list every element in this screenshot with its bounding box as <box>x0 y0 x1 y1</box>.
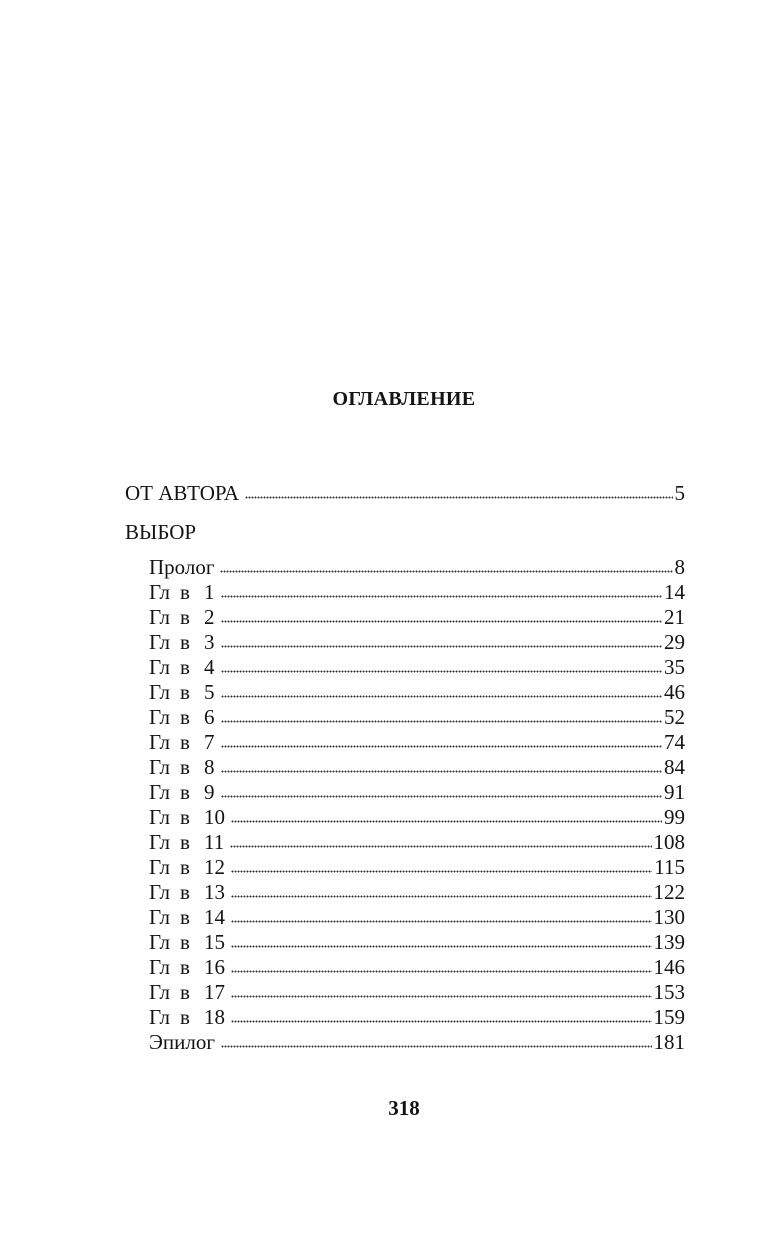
toc-entry-label <box>149 630 215 655</box>
dot-leader <box>221 642 663 648</box>
chapter-word-part: в <box>180 905 190 929</box>
dot-leader <box>221 667 663 673</box>
toc-entry-label <box>149 905 225 930</box>
chapter-word-part: Гл <box>149 580 171 604</box>
toc-entry-chapter[interactable] <box>149 680 685 705</box>
toc-entry-label <box>149 805 225 830</box>
chapter-word-part: Гл <box>149 930 171 954</box>
chapter-number: 13 <box>204 880 225 904</box>
toc-entry-page: 84 <box>664 755 685 779</box>
chapter-word-part: в <box>180 830 190 854</box>
chapter-number: 1 <box>204 580 215 604</box>
dot-leader <box>231 967 652 973</box>
chapter-number: 12 <box>204 855 225 879</box>
chapter-number: 7 <box>204 730 215 754</box>
chapter-word-part: в <box>180 580 190 604</box>
chapter-word-part: в <box>180 855 190 879</box>
chapter-number: 16 <box>204 955 225 979</box>
toc-entry-page: 146 <box>653 955 685 979</box>
chapter-word-part: в <box>180 1005 190 1029</box>
toc-entry-label <box>149 830 224 855</box>
toc-entry-chapter[interactable] <box>149 905 685 930</box>
chapter-word-part: Гл <box>149 880 171 904</box>
toc-entry-label <box>149 980 225 1005</box>
chapter-word-part: в <box>180 780 190 804</box>
toc-entry-page: 130 <box>653 905 685 929</box>
toc-entry-chapter[interactable] <box>149 705 685 730</box>
toc-entry-chapter[interactable] <box>149 955 685 980</box>
toc-entry-chapter[interactable] <box>149 930 685 955</box>
toc-entry-page: 8 <box>674 555 685 579</box>
chapter-word-part: Гл <box>149 830 171 854</box>
dot-leader <box>221 617 663 623</box>
dot-leader <box>231 942 652 948</box>
chapter-word-part: в <box>180 755 190 779</box>
chapter-word-part: Гл <box>149 805 171 829</box>
chapter-number: 15 <box>204 930 225 954</box>
toc-entry-page: 139 <box>653 930 685 954</box>
toc-entry-chapter[interactable] <box>149 755 685 780</box>
toc-entry-page: 115 <box>654 855 685 879</box>
chapter-number: 4 <box>204 655 215 679</box>
toc-entry-label <box>149 705 215 730</box>
chapter-number: 8 <box>204 755 215 779</box>
toc-entry-page: 29 <box>664 630 685 654</box>
chapter-word-part: в <box>180 805 190 829</box>
chapter-word-part: Гл <box>149 1005 171 1029</box>
toc-entry-page: 74 <box>664 730 685 754</box>
toc-entry-page: 14 <box>664 580 685 604</box>
section-heading: ВЫБОР <box>125 520 197 544</box>
toc-entry-chapter[interactable] <box>149 630 685 655</box>
dot-leader <box>231 917 652 923</box>
toc-entry-page: 122 <box>653 880 685 904</box>
toc-entry-chapter[interactable] <box>149 780 685 805</box>
chapter-number: 11 <box>204 830 225 854</box>
chapter-word-part: в <box>180 655 190 679</box>
toc-entry-prologue[interactable] <box>149 555 685 580</box>
chapter-number: 17 <box>204 980 225 1004</box>
toc-entry-label <box>149 780 215 805</box>
toc-entry-chapter[interactable] <box>149 605 685 630</box>
dot-leader <box>221 792 663 798</box>
chapter-number: 9 <box>204 780 215 804</box>
toc-entry-chapter[interactable] <box>149 580 685 605</box>
chapter-number: 2 <box>204 605 215 629</box>
chapter-number: 6 <box>204 705 215 729</box>
toc-title: ОГЛАВЛЕНИЕ <box>332 388 476 410</box>
chapter-word-part: Гл <box>149 755 171 779</box>
chapter-number: 14 <box>204 905 225 929</box>
toc-entry-page: 108 <box>653 830 685 854</box>
chapter-word-part: в <box>180 730 190 754</box>
toc-entry-label <box>149 655 215 680</box>
dot-leader <box>230 842 651 848</box>
chapter-word-part: в <box>180 630 190 654</box>
chapter-word-part: Гл <box>149 605 171 629</box>
toc-entry-label <box>149 1005 225 1030</box>
chapter-word-part: Гл <box>149 780 171 804</box>
dot-leader <box>231 867 652 873</box>
toc-entry-chapter[interactable] <box>149 880 685 905</box>
toc-entry-chapter[interactable] <box>149 1005 685 1030</box>
dot-leader <box>245 493 672 499</box>
toc-entry-label <box>149 680 215 705</box>
toc-entry-label <box>149 930 225 955</box>
dot-leader <box>221 1042 652 1048</box>
toc-entry-epilogue[interactable] <box>149 1030 685 1055</box>
dot-leader <box>221 742 663 748</box>
toc-entry-label <box>149 955 225 980</box>
chapter-word-part: Гл <box>149 855 171 879</box>
chapter-word-part: Гл <box>149 705 171 729</box>
toc-entry-page: 46 <box>664 680 685 704</box>
chapter-word-part: в <box>180 880 190 904</box>
toc-entry-label <box>149 855 225 880</box>
toc-entry-page: 21 <box>664 605 685 629</box>
toc-entry-page: 35 <box>664 655 685 679</box>
toc-entry-label <box>149 755 215 780</box>
chapter-number: 5 <box>204 680 215 704</box>
toc-entry-page: 52 <box>664 705 685 729</box>
chapter-word-part: в <box>180 980 190 1004</box>
chapter-word-part: в <box>180 705 190 729</box>
toc-entry-label <box>149 730 215 755</box>
chapter-word-part: Гл <box>149 730 171 754</box>
toc-entry-label: Эпилог <box>149 1030 215 1054</box>
dot-leader <box>231 1017 652 1023</box>
toc-entry-chapter[interactable] <box>149 805 685 830</box>
chapter-word-part: Гл <box>149 905 171 929</box>
dot-leader <box>221 692 663 698</box>
toc-entry-page: 181 <box>653 1030 685 1054</box>
chapter-word-part: в <box>180 680 190 704</box>
toc-entry-chapter[interactable] <box>149 655 685 680</box>
toc-entry-label <box>149 580 215 605</box>
chapter-number: 10 <box>204 805 225 829</box>
toc-entry-page: 159 <box>653 1005 685 1029</box>
dot-leader <box>221 717 663 723</box>
chapter-word-part: в <box>180 605 190 629</box>
dot-leader <box>221 767 663 773</box>
dot-leader <box>231 892 652 898</box>
toc-entry-label: Пролог <box>149 555 215 579</box>
chapter-word-part: Гл <box>149 980 171 1004</box>
toc-entry-chapter[interactable] <box>149 830 685 855</box>
toc-entry-from-author[interactable] <box>125 481 685 506</box>
dot-leader <box>231 992 652 998</box>
toc-entry-chapter[interactable] <box>149 730 685 755</box>
chapter-number: 18 <box>204 1005 225 1029</box>
toc-entry-chapter[interactable] <box>149 980 685 1005</box>
toc-entry-page: 5 <box>674 481 685 505</box>
chapter-word-part: Гл <box>149 680 171 704</box>
dot-leader <box>231 817 662 823</box>
toc-entry-page: 91 <box>664 780 685 804</box>
toc-entry-page: 99 <box>664 805 685 829</box>
chapter-word-part: в <box>180 955 190 979</box>
toc-entry-label <box>149 605 215 630</box>
toc-entry-label: ОТ АВТОРА <box>125 481 240 505</box>
toc-entry-page: 153 <box>653 980 685 1004</box>
toc-entry-label <box>149 880 225 905</box>
toc-entry-chapter[interactable] <box>149 855 685 880</box>
chapter-number: 3 <box>204 630 215 654</box>
page-number: 318 <box>388 1096 420 1120</box>
dot-leader <box>220 567 672 573</box>
chapter-word-part: Гл <box>149 955 171 979</box>
chapter-word-part: в <box>180 930 190 954</box>
chapter-word-part: Гл <box>149 655 171 679</box>
chapter-word-part: Гл <box>149 630 171 654</box>
dot-leader <box>221 592 663 598</box>
